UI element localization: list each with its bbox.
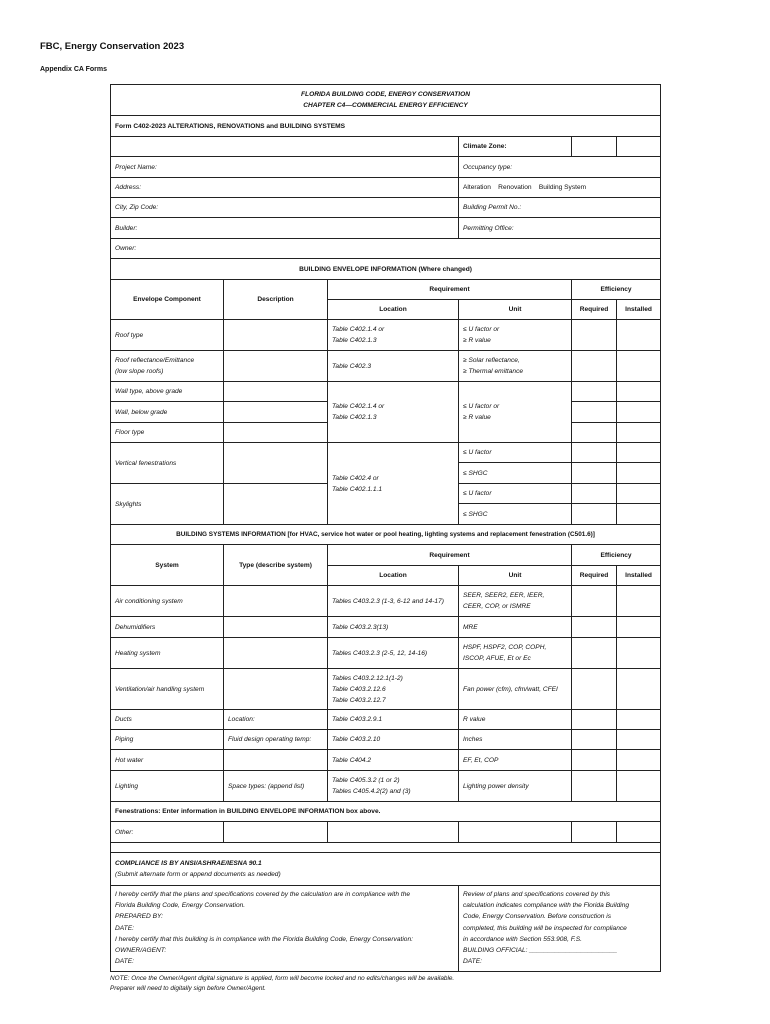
system-name: Piping: [111, 730, 224, 750]
official-date-field[interactable]: DATE:: [463, 958, 482, 966]
skylights-description[interactable]: [224, 484, 328, 525]
system-location: [328, 586, 459, 617]
sky-shgc-required[interactable]: [572, 504, 617, 525]
sky-shgc-unit: ≤ SHGC: [459, 504, 572, 525]
envelope-unit-header: Unit: [459, 300, 572, 320]
system-installed[interactable]: [617, 710, 661, 730]
envelope-efficiency-header: Efficiency: [572, 280, 661, 300]
system-type[interactable]: [224, 669, 328, 710]
roof-type-installed[interactable]: [617, 320, 661, 351]
roof-reflectance-description[interactable]: [224, 351, 328, 382]
floor-type-label: Floor type: [111, 423, 224, 443]
compliance-heading: [111, 853, 661, 886]
cert-line: I hereby certify that the plans and specifications covered by the calculation are in compliance with the: [115, 891, 411, 898]
other-label: Other:: [111, 822, 224, 843]
owner-field[interactable]: Owner:: [111, 239, 661, 259]
table-row: [111, 771, 661, 802]
loc-line: Table C403.2.12.7: [332, 696, 386, 704]
form-heading-line1: FLORIDA BUILDING CODE, ENERGY CONSERVATION: [301, 91, 471, 98]
system-header: System: [111, 545, 224, 586]
system-name: Ventilation/air handling system: [111, 669, 224, 710]
vert-ufactor-unit: ≤ U factor: [459, 443, 572, 463]
address-field[interactable]: Address:: [111, 178, 459, 198]
envelope-location-header: Location: [328, 300, 459, 320]
table-row: [111, 617, 661, 638]
envelope-section-title: BUILDING ENVELOPE INFORMATION (Where changed): [111, 259, 661, 280]
skylights-label: Skylights: [111, 484, 224, 525]
table-row: [111, 710, 661, 730]
wall-below-label: Wall, below grade: [111, 402, 224, 423]
roof-type-unit: [459, 320, 572, 351]
system-installed[interactable]: [617, 730, 661, 750]
unit-line: SEER, SEER2, EER, IEER,: [463, 592, 545, 599]
loc-line: Tables C403.2.3 (1-3, 6-12 and 14-17): [332, 597, 444, 605]
system-type[interactable]: Location:: [224, 710, 328, 730]
other-required[interactable]: [572, 822, 617, 843]
system-type[interactable]: [224, 638, 328, 669]
fen-loc-line: Table C402.1.1.1: [332, 485, 382, 493]
climate-zone-field-2[interactable]: [617, 137, 661, 157]
loc-line: Table C403.2.12.6: [332, 685, 386, 693]
refl-label-line: Roof reflectance/Emittance: [115, 357, 195, 364]
system-name: Dehumidifiers: [111, 617, 224, 638]
system-location: [328, 771, 459, 802]
system-required[interactable]: [572, 730, 617, 750]
system-location: Tables C403.2.3 (2-5, 12, 14-16): [328, 638, 459, 669]
official-review-block: [459, 886, 661, 972]
other-type[interactable]: [224, 822, 328, 843]
system-requirement-header: Requirement: [328, 545, 572, 566]
project-type-options[interactable]: Alteration Renovation Building System: [459, 178, 661, 198]
sky-ufactor-installed[interactable]: [617, 484, 661, 504]
system-unit: EF, Et, COP: [459, 750, 572, 771]
unit-line: HSPF, HSPF2, COP, COPH,: [463, 644, 547, 651]
vert-shgc-unit: ≤ SHGC: [459, 463, 572, 484]
wall-loc-line: Table C402.1.3: [332, 414, 377, 421]
unit-line: CEER, COP, or ISMRE: [463, 603, 531, 610]
system-type[interactable]: Space types: (append list): [224, 771, 328, 802]
building-official-field[interactable]: BUILDING OFFICIAL: ________________________: [463, 947, 618, 955]
roof-reflectance-location: Table C402.3: [328, 351, 459, 382]
system-installed[interactable]: [617, 586, 661, 617]
compliance-subtitle: (Submit alternate form or append documents as needed): [115, 871, 281, 878]
certification-block: [111, 886, 459, 972]
owner-date-field[interactable]: DATE:: [115, 958, 134, 966]
wall-above-installed[interactable]: [617, 382, 661, 402]
system-type-header: Type (describe system): [224, 545, 328, 586]
system-location: Table C403.2.9.1: [328, 710, 459, 730]
loc-line: Table C405.3.2 (1 or 2): [332, 777, 400, 784]
wall-unit: [459, 382, 572, 443]
sky-shgc-installed[interactable]: [617, 504, 661, 525]
wall-above-label: Wall type, above grade: [111, 382, 224, 402]
system-required[interactable]: [572, 586, 617, 617]
roof-type-location: [328, 320, 459, 351]
system-type[interactable]: [224, 750, 328, 771]
system-required[interactable]: [572, 750, 617, 771]
cert-line: I hereby certify that this building is in compliance with the Florida Building Code, Energy Conservation:: [115, 935, 413, 943]
roof-type-required[interactable]: [572, 320, 617, 351]
system-unit: MRE: [459, 617, 572, 638]
wall-below-required[interactable]: [572, 402, 617, 423]
system-location: Table C403.2.10: [328, 730, 459, 750]
sky-ufactor-required[interactable]: [572, 484, 617, 504]
review-line: Review of plans and specifications covered by this: [463, 891, 610, 898]
fen-loc-line: Table C402.4 or: [332, 474, 379, 482]
floor-type-required[interactable]: [572, 423, 617, 443]
other-location[interactable]: [328, 822, 459, 843]
other-installed[interactable]: [617, 822, 661, 843]
roof-type-description[interactable]: [224, 320, 328, 351]
city-zip-field[interactable]: City, Zip Code:: [111, 198, 459, 218]
system-required[interactable]: [572, 638, 617, 669]
fenestrations-note: Fenestrations: Enter information in BUILDING ENVELOPE INFORMATION box above.: [111, 802, 661, 822]
review-line: in accordance with Section 553.908, F.S.: [463, 935, 583, 943]
loc-line: Tables C403.2.12.1(1-2): [332, 674, 403, 682]
wall-below-installed[interactable]: [617, 402, 661, 423]
prepared-by-field[interactable]: PREPARED BY:: [115, 913, 164, 921]
permitting-office-field[interactable]: Permitting Office:: [459, 218, 661, 239]
vertical-fenestration-label: Vertical fenestrations: [111, 443, 224, 484]
system-required[interactable]: [572, 771, 617, 802]
review-line: completed, this building will be inspected for compliance: [463, 924, 627, 932]
footer-line: Preparer will need to digitally sign before Owner/Agent.: [110, 985, 266, 992]
system-required[interactable]: [572, 669, 617, 710]
envelope-required-header: Required: [572, 300, 617, 320]
system-name: Lighting: [111, 771, 224, 802]
refl-unit-line: ≥ Thermal emittance: [463, 368, 524, 375]
refl-label-line: (low slope roofs): [115, 368, 164, 375]
system-type[interactable]: Fluid design operating temp:: [224, 730, 328, 750]
wall-unit-line: ≤ U factor or: [463, 403, 500, 410]
system-name: Air conditioning system: [111, 586, 224, 617]
wall-location: [328, 382, 459, 443]
table-row: [111, 638, 661, 669]
floor-type-installed[interactable]: [617, 423, 661, 443]
system-installed[interactable]: [617, 771, 661, 802]
system-required[interactable]: [572, 710, 617, 730]
system-name: Hot water: [111, 750, 224, 771]
system-required[interactable]: [572, 617, 617, 638]
wall-above-required[interactable]: [572, 382, 617, 402]
system-efficiency-header: Efficiency: [572, 545, 661, 566]
vert-ufactor-required[interactable]: [572, 443, 617, 463]
system-type[interactable]: [224, 617, 328, 638]
form-heading-line2: CHAPTER C4—COMMERCIAL ENERGY EFFICIENCY: [303, 102, 468, 109]
system-installed[interactable]: [617, 617, 661, 638]
roof-reflectance-unit: [459, 351, 572, 382]
roof-loc-line: Table C402.1.4 or: [332, 326, 385, 333]
envelope-description-header: Description: [224, 280, 328, 320]
sky-ufactor-unit: ≤ U factor: [459, 484, 572, 504]
system-name: Heating system: [111, 638, 224, 669]
system-unit-header: Unit: [459, 566, 572, 586]
building-permit-field[interactable]: Building Permit No.:: [459, 198, 661, 218]
review-line: calculation indicates compliance with the Florida Building: [463, 902, 630, 910]
system-installed[interactable]: [617, 669, 661, 710]
roof-reflectance-installed[interactable]: [617, 351, 661, 382]
wall-above-description[interactable]: [224, 382, 328, 402]
system-unit: Lighting power density: [459, 771, 572, 802]
roof-reflectance-label: [111, 351, 224, 382]
wall-unit-line: ≥ R value: [463, 414, 491, 421]
system-location: Table C403.2.3(13): [328, 617, 459, 638]
floor-type-description[interactable]: [224, 423, 328, 443]
vert-shgc-required[interactable]: [572, 463, 617, 484]
system-unit: Inches: [459, 730, 572, 750]
refl-unit-line: ≥ Solar reflectance,: [463, 357, 520, 364]
form-heading: [111, 85, 661, 116]
review-line: Code, Energy Conservation. Before construction is: [463, 913, 612, 921]
envelope-requirement-header: Requirement: [328, 280, 572, 300]
system-unit: Fan power (cfm), cfm/watt, CFEI: [459, 669, 572, 710]
blank-cell: [111, 137, 459, 157]
table-row: [111, 730, 661, 750]
roof-type-label: Roof type: [111, 320, 224, 351]
compliance-title: COMPLIANCE IS BY ANSI/ASHRAE/IESNA 90.1: [115, 860, 262, 867]
owner-agent-field[interactable]: OWNER/AGENT:: [115, 947, 167, 955]
roof-loc-line: Table C402.1.3: [332, 337, 377, 344]
system-installed[interactable]: [617, 638, 661, 669]
system-location: [328, 669, 459, 710]
envelope-installed-header: Installed: [617, 300, 661, 320]
footer-note: [110, 974, 670, 994]
table-row: [111, 586, 661, 617]
other-unit[interactable]: [459, 822, 572, 843]
system-location-header: Location: [328, 566, 459, 586]
table-row: [111, 669, 661, 710]
footer-line: NOTE: Once the Owner/Agent digital signature is applied, form will become locked and no edits/changes will be available.: [110, 975, 455, 982]
climate-zone-field[interactable]: [572, 137, 617, 157]
form-table: [110, 84, 661, 972]
prepared-date-field[interactable]: DATE:: [115, 924, 134, 932]
envelope-component-header: Envelope Component: [111, 280, 224, 320]
system-unit: [459, 638, 572, 669]
page-title: FBC, Energy Conservation 2023: [40, 41, 185, 52]
system-unit: R value: [459, 710, 572, 730]
form-name: Form C402-2023 ALTERATIONS, RENOVATIONS and BUILDING SYSTEMS: [111, 116, 661, 137]
table-row: [111, 750, 661, 771]
fenestration-location: [328, 443, 459, 525]
project-name-field[interactable]: Project Name:: [111, 157, 459, 178]
loc-line: Tables C405.4.2(2) and (3): [332, 788, 411, 795]
page-subtitle: Appendix CA Forms: [40, 66, 108, 73]
system-installed[interactable]: [617, 750, 661, 771]
spacer-row: [111, 843, 661, 853]
system-location: Table C404.2: [328, 750, 459, 771]
builder-field[interactable]: Builder:: [111, 218, 459, 239]
roof-unit-line: ≥ R value: [463, 337, 491, 344]
climate-zone-label: Climate Zone:: [459, 137, 572, 157]
wall-below-description[interactable]: [224, 402, 328, 423]
systems-section-title: BUILDING SYSTEMS INFORMATION [for HVAC, service hot water or pool heating, lighting systems and replacement fenestration (C501.6)]: [111, 525, 661, 545]
vert-shgc-installed[interactable]: [617, 463, 661, 484]
occupancy-type-field[interactable]: Occupancy type:: [459, 157, 661, 178]
vert-ufactor-installed[interactable]: [617, 443, 661, 463]
system-installed-header: Installed: [617, 566, 661, 586]
system-name: Ducts: [111, 710, 224, 730]
system-required-header: Required: [572, 566, 617, 586]
cert-line: Florida Building Code, Energy Conservation.: [115, 902, 246, 910]
wall-loc-line: Table C402.1.4 or: [332, 403, 385, 410]
roof-unit-line: ≤ U factor or: [463, 326, 500, 333]
system-unit: [459, 586, 572, 617]
unit-line: ISCOP, AFUE, Et or Ec: [463, 655, 531, 662]
vertical-fenestration-description[interactable]: [224, 443, 328, 484]
roof-reflectance-required[interactable]: [572, 351, 617, 382]
system-type[interactable]: [224, 586, 328, 617]
